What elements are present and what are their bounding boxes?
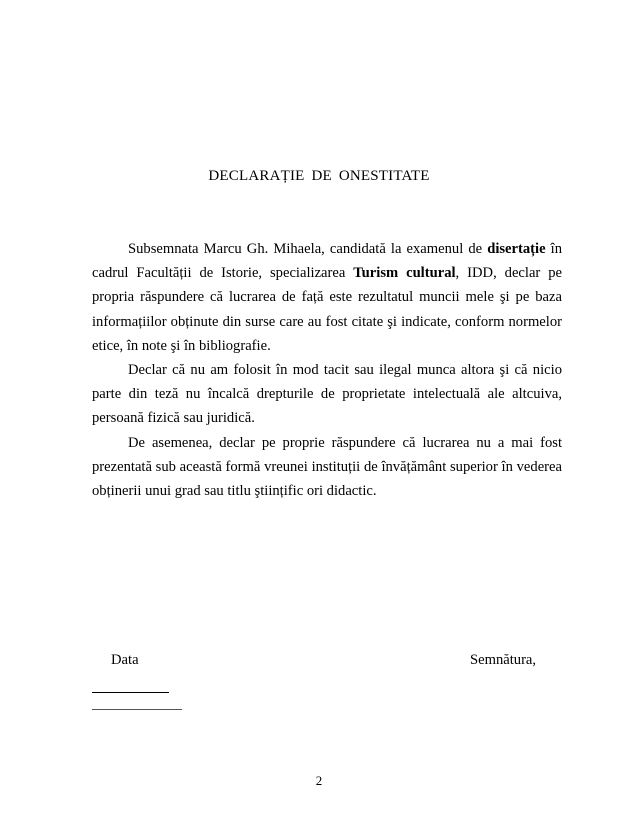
date-label: Data — [111, 652, 139, 668]
signature-blank-line — [92, 709, 182, 710]
paragraph-1-bold-turism-cultural: Turism cultural — [353, 265, 456, 282]
paragraph-1-text-1: Subsemnata Marcu Gh. Mihaela, candidată la examenul de — [128, 241, 488, 257]
paragraph-3 — [92, 431, 562, 504]
paragraph-3-text: De asemenea, declar pe proprie răspundere că lucrarea nu a mai fost prezentată sub această formă vreunei instituții de învățământ superior în vederea obținerii unui grad sau titlu ştiințific ori didactic. — [92, 434, 562, 500]
date-blank-line — [92, 692, 169, 693]
document-title: DECLARAȚIE DE ONESTITATE — [208, 168, 430, 184]
paragraph-1-text-3: , IDD, declar pe propria răspundere că lucrarea de față este rezultatul muncii mele şi pe baza informațiilor obținute din surse care au fost citate şi indicate, conform normelor etice, în note şi în bibliografie. — [92, 265, 562, 354]
page-number: 2 — [315, 773, 323, 788]
paragraph-1-text-2: în cadrul Facultății de Istorie, specializarea — [92, 241, 562, 282]
signature-label: Semnătura, — [470, 652, 537, 668]
paragraph-2 — [92, 358, 562, 431]
paragraph-1 — [92, 237, 562, 358]
paragraph-2-text: Declar că nu am folosit în mod tacit sau ilegal munca altora şi că nicio parte din teză nu încalcă drepturile de proprietate intelectuală ale altcuiva, persoană fizică sau juridică. — [92, 362, 562, 427]
declaration-body — [92, 237, 562, 503]
paragraph-1-bold-disertatie: disertație — [487, 241, 546, 257]
